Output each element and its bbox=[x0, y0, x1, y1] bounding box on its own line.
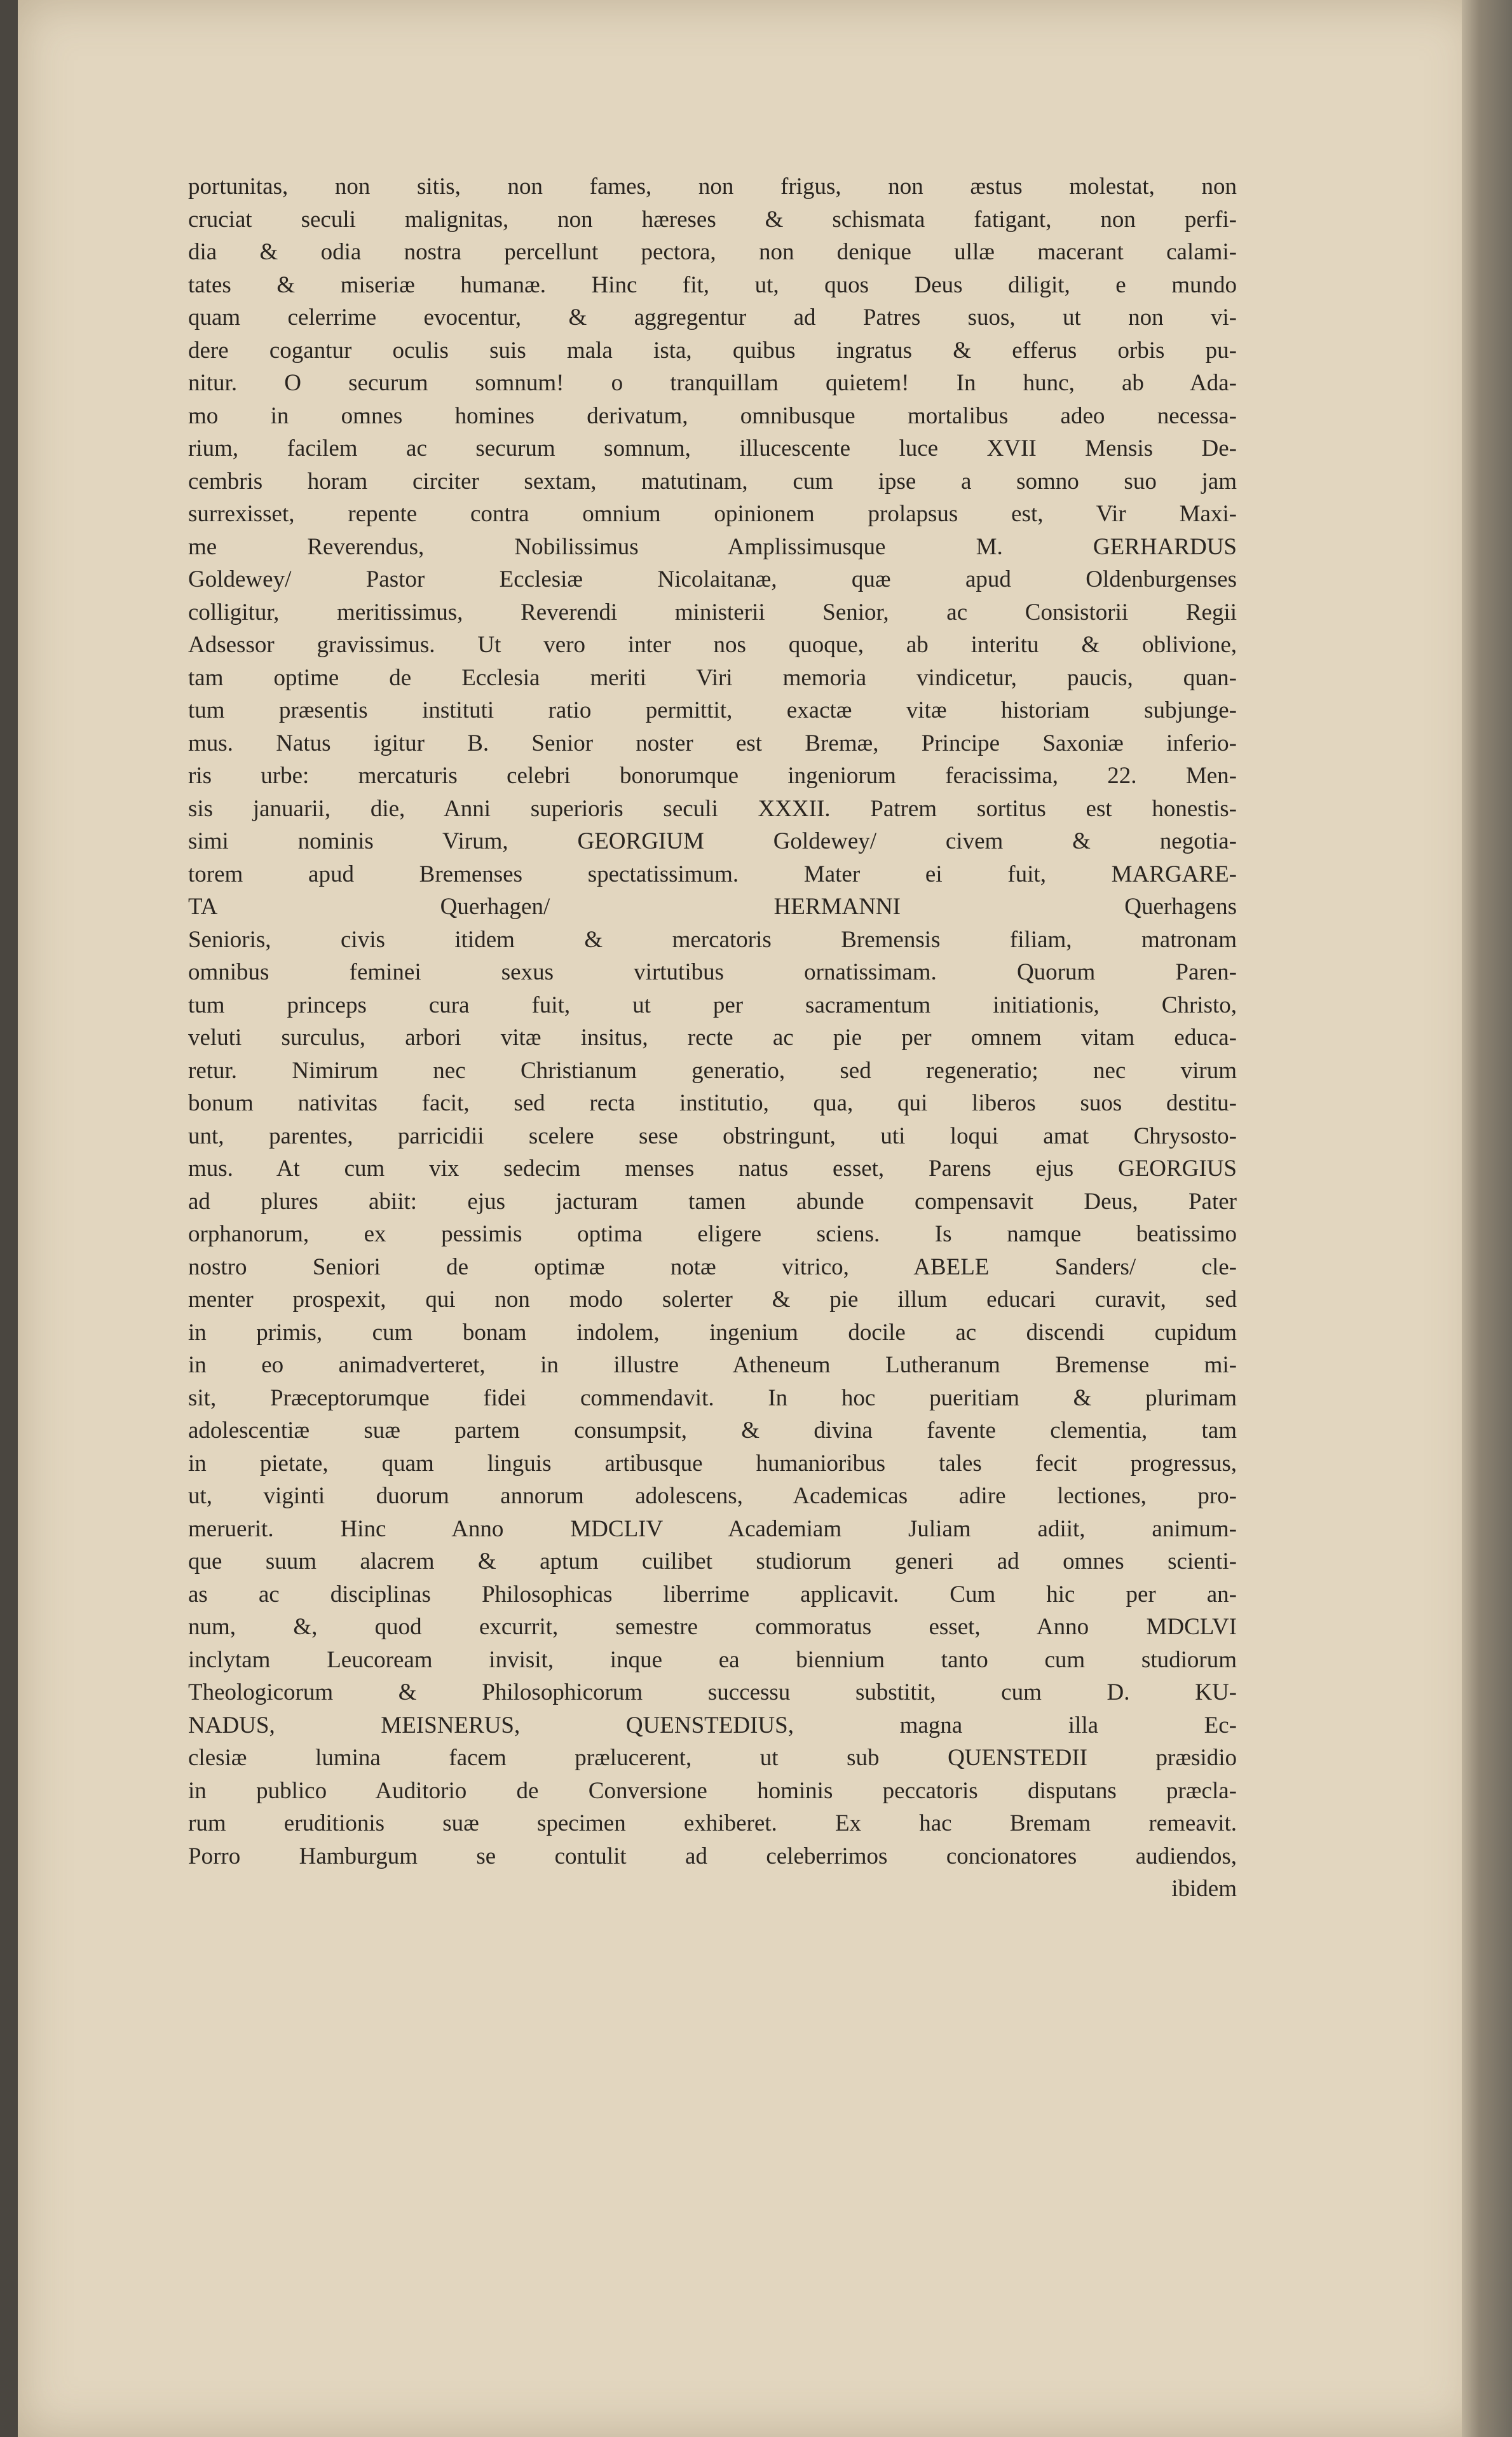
text-line: tates & miseriæ humanæ. Hinc fit, ut, quos Deus diligit, e mundo bbox=[188, 271, 1237, 298]
text-line: NADUS, MEISNERUS, QUENSTEDIUS, magna illa Ec- bbox=[188, 1712, 1237, 1738]
text-line: dere cogantur oculis suis mala ista, quibus ingratus & efferus orbis pu- bbox=[188, 337, 1237, 364]
text-line: mo in omnes homines derivatum, omnibusque mortalibus adeo necessa- bbox=[188, 402, 1237, 429]
text-line: unt, parentes, parricidii scelere sese obstringunt, uti loqui amat Chrysosto- bbox=[188, 1123, 1237, 1149]
text-line: ris urbe: mercaturis celebri bonorumque ingeniorum feracissima, 22. Men- bbox=[188, 763, 1237, 789]
text-line: retur. Nimirum nec Christianum generatio, sed regeneratio; nec virum bbox=[188, 1057, 1237, 1084]
text-line: num, &, quod excurrit, semestre commoratus esset, Anno MDCLVI bbox=[188, 1614, 1237, 1640]
text-line: me Reverendus, Nobilissimus Amplissimusque M. GERHARDUS bbox=[188, 533, 1237, 560]
text-line: in primis, cum bonam indolem, ingenium docile ac discendi cupidum bbox=[188, 1319, 1237, 1346]
text-line: quam celerrime evocentur, & aggregentur ad Patres suos, ut non vi- bbox=[188, 304, 1237, 331]
text-line: cembris horam circiter sextam, matutinam, cum ipse a somno suo jam bbox=[188, 468, 1237, 495]
text-line: in eo animadverteret, in illustre Atheneum Lutheranum Bremense mi- bbox=[188, 1352, 1237, 1378]
text-line: orphanorum, ex pessimis optima eligere sciens. Is namque beatissimo bbox=[188, 1221, 1237, 1247]
text-line: nostro Seniori de optimæ notæ vitrico, ABELE Sanders/ cle- bbox=[188, 1253, 1237, 1280]
text-line: simi nominis Virum, GEORGIUM Goldewey/ civem & negotia- bbox=[188, 828, 1237, 854]
facing-page-edge bbox=[0, 0, 19, 2437]
text-line: surrexisset, repente contra omnium opinionem prolapsus est, Vir Maxi- bbox=[188, 501, 1237, 527]
text-line: ut, viginti duorum annorum adolescens, Academicas adire lectiones, pro- bbox=[188, 1483, 1237, 1509]
text-line: ad plures abiit: ejus jacturam tamen abunde compensavit Deus, Pater bbox=[188, 1188, 1237, 1215]
text-line: as ac disciplinas Philosophicas liberrime applicavit. Cum hic per an- bbox=[188, 1581, 1237, 1608]
text-line: inclytam Leucoream invisit, inque ea biennium tanto cum studiorum bbox=[188, 1646, 1237, 1673]
text-line: TA Querhagen/ HERMANNI Querhagens bbox=[188, 894, 1237, 920]
book-page bbox=[18, 0, 1480, 2437]
text-line: Senioris, civis itidem & mercatoris Bremensis filiam, matronam bbox=[188, 926, 1237, 953]
text-line: veluti surculus, arbori vitæ insitus, recte ac pie per omnem vitam educa- bbox=[188, 1025, 1237, 1051]
text-line: tum præsentis instituti ratio permittit, exactæ vitæ historiam subjunge- bbox=[188, 697, 1237, 723]
text-line: nitur. O securum somnum! o tranquillam quietem! In hunc, ab Ada- bbox=[188, 370, 1237, 396]
text-line: colligitur, meritissimus, Reverendi ministerii Senior, ac Consistorii Regii bbox=[188, 599, 1237, 625]
text-line: mus. Natus igitur B. Senior noster est Bremæ, Principe Saxoniæ inferio- bbox=[188, 730, 1237, 756]
text-line: sis januarii, die, Anni superioris seculi XXXII. Patrem sortitus est honestis- bbox=[188, 795, 1237, 822]
text-line: tum princeps cura fuit, ut per sacramentum initiationis, Christo, bbox=[188, 992, 1237, 1018]
text-line: menter prospexit, qui non modo solerter & pie illum educari curavit, sed bbox=[188, 1287, 1237, 1313]
text-line: Goldewey/ Pastor Ecclesiæ Nicolaitanæ, quæ apud Oldenburgenses bbox=[188, 566, 1237, 592]
text-line: que suum alacrem & aptum cuilibet studiorum generi ad omnes scienti- bbox=[188, 1548, 1237, 1574]
text-line: in publico Auditorio de Conversione hominis peccatoris disputans præcla- bbox=[188, 1777, 1237, 1804]
text-line: Theologicorum & Philosophicorum successu substitit, cum D. KU- bbox=[188, 1679, 1237, 1705]
text-line: adolescentiæ suæ partem consumpsit, & divina favente clementia, tam bbox=[188, 1417, 1237, 1444]
text-line: tam optime de Ecclesia meriti Viri memoria vindicetur, paucis, quan- bbox=[188, 664, 1237, 691]
text-line: rium, facilem ac securum somnum, illucescente luce XVII Mensis De- bbox=[188, 435, 1237, 461]
body-text bbox=[188, 170, 1237, 1906]
text-line: in pietate, quam linguis artibusque humanioribus tales fecit progressus, bbox=[188, 1450, 1237, 1477]
text-line: Adsessor gravissimus. Ut vero inter nos quoque, ab interitu & oblivione, bbox=[188, 632, 1237, 658]
text-line: portunitas, non sitis, non fames, non frigus, non æstus molestat, non bbox=[188, 174, 1237, 200]
text-line: rum eruditionis suæ specimen exhiberet. Ex hac Bremam remeavit. bbox=[188, 1810, 1237, 1836]
text-line: cruciat seculi malignitas, non hæreses & schismata fatigant, non perfi- bbox=[188, 206, 1237, 233]
page-edge-shadow bbox=[1462, 0, 1512, 2437]
text-line: sit, Præceptorumque fidei commendavit. In hoc pueritiam & plurimam bbox=[188, 1384, 1237, 1411]
text-line: bonum nativitas facit, sed recta institutio, qua, qui liberos suos destitu- bbox=[188, 1090, 1237, 1116]
text-line: torem apud Bremenses spectatissimum. Mater ei fuit, MARGARE- bbox=[188, 861, 1237, 887]
text-line: dia & odia nostra percellunt pectora, non denique ullæ macerant calami- bbox=[188, 239, 1237, 265]
text-line: clesiæ lumina facem prælucerent, ut sub QUENSTEDII præsidio bbox=[188, 1745, 1237, 1771]
text-line: mus. At cum vix sedecim menses natus esset, Parens ejus GEORGIUS bbox=[188, 1156, 1237, 1182]
catchword: ibidem bbox=[1171, 1876, 1237, 1902]
text-line: omnibus feminei sexus virtutibus ornatissimam. Quorum Paren- bbox=[188, 959, 1237, 985]
text-line: Porro Hamburgum se contulit ad celeberrimos concionatores audiendos, bbox=[188, 1843, 1237, 1869]
text-line: meruerit. Hinc Anno MDCLIV Academiam Juliam adiit, animum- bbox=[188, 1515, 1237, 1542]
